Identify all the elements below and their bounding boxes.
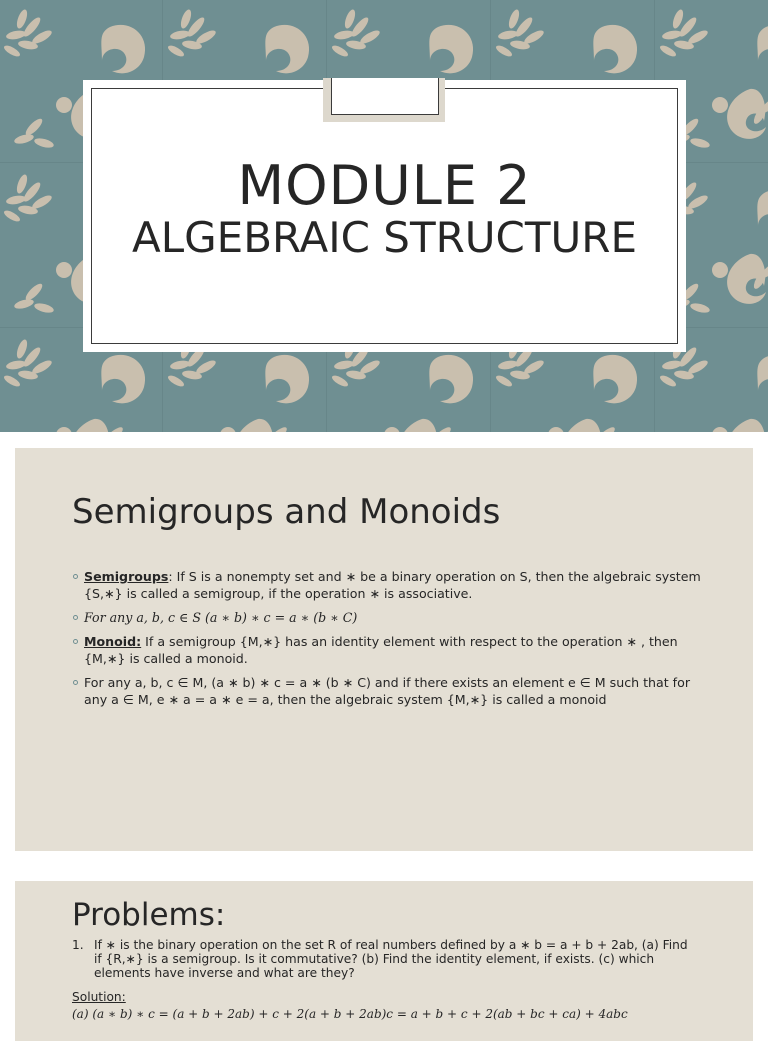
problem-number: 1. <box>72 938 84 952</box>
bullet-text: For any a, b, c ∈ S (a ∗ b) ∗ c = a ∗ (b ∗ C) <box>84 610 358 625</box>
bullet-text: : If S is a nonempty set and ∗ be a binary operation on S, then the algebraic system {S,∗} is called a semigroup, if the operation ∗ is associative. <box>84 569 701 601</box>
slide-heading: Problems: <box>72 897 226 933</box>
title-card-tab <box>323 78 445 122</box>
solution-line: (a) (a ∗ b) ∗ c = (a + b + 2ab) + c + 2(a + b + 2ab)c = a + b + c + 2(ab + bc + ca) + 4abc <box>72 1007 628 1021</box>
bullet-monoid-definition <box>72 633 702 667</box>
bullet-identity-element <box>72 674 702 708</box>
problem-list <box>72 938 692 1021</box>
term-monoid: Monoid: <box>84 634 142 649</box>
solution-label: Solution: <box>72 990 126 1004</box>
problems-slide <box>15 881 753 1041</box>
semigroups-slide <box>15 448 753 851</box>
module-subtitle: ALGEBRAIC STRUCTURE <box>132 213 637 262</box>
title-slide <box>0 0 768 432</box>
bullet-semigroup-definition <box>72 568 702 602</box>
bullet-text: If a semigroup {M,∗} has an identity element with respect to the operation ∗ , then {M,∗} is called a monoid. <box>84 634 678 666</box>
bullet-list <box>72 568 702 715</box>
module-title: MODULE 2 <box>237 154 532 217</box>
term-semigroups: Semigroups <box>84 569 169 584</box>
title-card <box>83 80 686 352</box>
bullet-text: For any a, b, c ∈ M, (a ∗ b) ∗ c = a ∗ (b ∗ C) and if there exists an element e ∈ M such that for any a ∈ M, e ∗ a = a ∗ e = a, then the algebraic system {M,∗} is called a monoid <box>84 675 690 707</box>
bullet-associativity <box>72 609 702 626</box>
problem-item <box>72 938 692 980</box>
title-card-tab-inner <box>331 78 439 115</box>
problem-text: If ∗ is the binary operation on the set R of real numbers defined by a ∗ b = a + b + 2ab, (a) Find if {R,∗} is a semigroup. Is it commutative? (b) Find the identity element, if exists. (c) which elements have inverse and what are they? <box>94 938 688 980</box>
slide-heading: Semigroups and Monoids <box>72 492 501 532</box>
